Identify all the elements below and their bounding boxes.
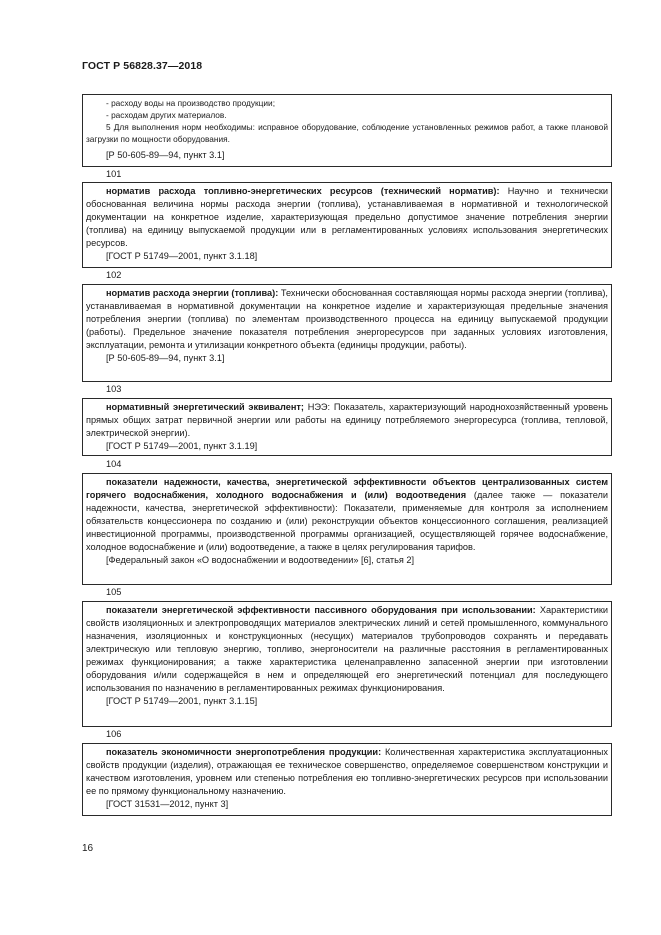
term-title: норматив расхода топливно-энергетических ресурсов (технический норматив): <box>106 186 500 196</box>
term-definition <box>86 476 608 554</box>
term-entry <box>82 398 612 456</box>
term-title: показатели надежности, качества, энергетической эффективности объектов централизованных систем горячего водоснабжения, холодного водоснабжения и (или) водоотведения <box>86 477 608 500</box>
definition-text: Научно и технически обоснованная величина нормы расхода энергии (топлива), устанавливаемая в нормативной и технологической документации на конкретное изделие, характеризующая предельно допустимое значение потребления энергии (топлива) на единицу выпускаемой продукции или в регламентированных условиях использования энергетических ресурсов. <box>86 186 608 248</box>
entry-number: 103 <box>106 384 122 394</box>
term-entry <box>82 601 612 727</box>
entry-reference: [Р 50-605-89—94, пункт 3.1] <box>106 150 225 160</box>
term-definition <box>86 746 608 798</box>
definition-text: Характеристики свойств изоляционных и электропроводящих материалов электрических линий и сетей промышленного, коммунального назначения, изоляционных и конструкционных (несущих) материалов трубопроводов сохранять и передавать электрическую или тепловую энергию, топливо, энергоносители на различные расстояния в регламентированных режимах функционирования; а также характеристика целенаправленно запасенной энергии при изготовлении оборудования и/или содержащейся в нем и определяющей его энергетический потенциал для последующего использования по назначению в регламентированных режимах функционирования. <box>86 605 608 693</box>
definition-text: (далее также — показатели надежности, качества, энергетической эффективности): Показатели, применяемые для контроля за исполнением обязательств концессионера по созданию и (или) реконструкции объектов концессионного соглашения, реализацией инвестиционной программы, производственной программы организацией, осуществляющей горячее водоснабжение, холодное водоснабжение и (или) водоотведение, а также в целях регулирования тарифов. <box>86 490 608 552</box>
entry-number: 106 <box>106 729 122 739</box>
term-definition <box>86 604 608 695</box>
term-entry <box>82 743 612 816</box>
term-entry <box>82 473 612 585</box>
definition-text: Технически обоснованная составляющая нормы расхода энергии (топлива), устанавливаемая в нормативной документации на конкретное изделие и характеризующая предельные значения потребления энергии (топлива) по элементам производственного процесса на единицу выпускаемой продукции (работы). Предельное значение показателя потребления энергоресурсов при заданных условиях изготовления, эксплуатации, ремонта и утилизации конкретного объекта (единицы продукции, работы). <box>86 288 608 350</box>
entry-reference: [Р 50-605-89—94, пункт 3.1] <box>106 353 225 363</box>
entry-reference: [ГОСТ Р 51749—2001, пункт 3.1.15] <box>106 696 258 706</box>
term-definition <box>86 401 608 440</box>
entry-number: 101 <box>106 169 122 179</box>
definition-text: Количественная характеристика эксплуатационных свойств продукции (изделия), отражающая ее техническое совершенство, определяемое совершенством конструкции и качеством изготовления, уровнем или степенью потребления ею топливно-энергетических ресурсов при использовании ее по прямому функциональному назначению. <box>86 747 608 796</box>
term-title: показатель экономичности энергопотребления продукции: <box>106 747 382 757</box>
continuation-line: - расходу воды на производство продукции; <box>106 98 275 108</box>
entry-number: 104 <box>106 459 122 469</box>
document-header: ГОСТ Р 56828.37—2018 <box>82 60 203 72</box>
entry-number: 102 <box>106 270 122 280</box>
continuation-line: 5 Для выполнения норм необходимы: исправное оборудование, соблюдение установленных режимов работ, а также плановой загрузки по мощности оборудования. <box>86 122 608 144</box>
term-title: показатели энергетической эффективности пассивного оборудования при использовании: <box>106 605 536 615</box>
entry-number: 105 <box>106 587 122 597</box>
term-title: норматив расхода энергии (топлива): <box>106 288 279 298</box>
entry-reference: [ГОСТ Р 51749—2001, пункт 3.1.19] <box>106 441 258 451</box>
entry-reference: [ГОСТ Р 51749—2001, пункт 3.1.18] <box>106 251 258 261</box>
definition-text: НЭЭ: Показатель, характеризующий народнохозяйственный уровень прямых общих затрат первичной энергии или работы на единицу потребляемого энергоресурса (топлива, тепловой, электрической энергии). <box>86 402 609 438</box>
term-entry <box>82 284 612 382</box>
term-entry <box>82 182 612 268</box>
entry-reference: [ГОСТ 31531—2012, пункт 3] <box>106 799 229 809</box>
page-number: 16 <box>82 843 94 854</box>
term-definition <box>86 287 608 352</box>
term-definition <box>86 185 608 250</box>
continuation-line: - расходам других материалов. <box>106 110 227 120</box>
entry-reference: [Федеральный закон «О водоснабжении и водоотведении» [6], статья 2] <box>106 555 415 565</box>
continuation-entry <box>82 94 612 167</box>
term-title: нормативный энергетический эквивалент; <box>106 402 304 412</box>
